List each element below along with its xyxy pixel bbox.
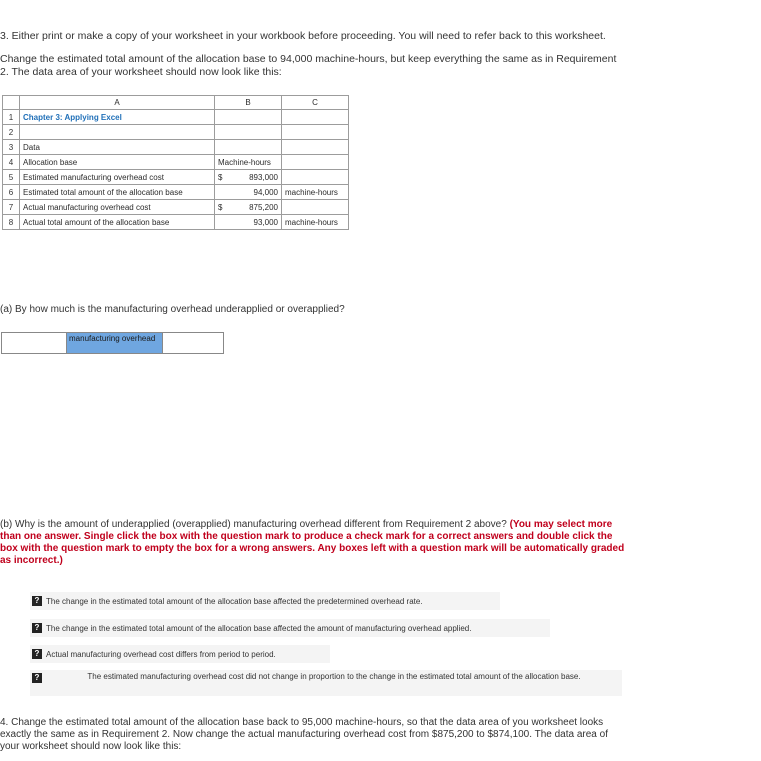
sheet-row <box>3 110 349 125</box>
sheet-row <box>3 125 349 140</box>
cell-c5 <box>282 170 349 185</box>
question-mark-checkbox[interactable]: ? <box>32 623 42 633</box>
sheet-row <box>3 170 349 185</box>
cell-c8: machine-hours <box>282 215 349 230</box>
row-number: 7 <box>3 200 20 215</box>
answer-option-2[interactable] <box>30 619 550 637</box>
column-header-a: A <box>20 96 215 110</box>
row-number: 2 <box>3 125 20 140</box>
option-label: Actual manufacturing overhead cost differs from period to period. <box>46 649 276 659</box>
question-mark-checkbox[interactable]: ? <box>32 673 42 683</box>
cell-b7 <box>215 200 282 215</box>
cell-b5 <box>215 170 282 185</box>
question-mark-checkbox[interactable]: ? <box>32 596 42 606</box>
cell-b6: 94,000 <box>215 185 282 200</box>
corner-cell <box>3 96 20 110</box>
applied-status-dropdown[interactable]: manufacturing overhead <box>67 333 163 353</box>
cell-a8: Actual total amount of the allocation base <box>20 215 215 230</box>
answer-option-4[interactable] <box>30 670 622 696</box>
cell-b5-value: 893,000 <box>249 172 278 182</box>
cell-b2 <box>215 125 282 140</box>
question-a-text: (a) By how much is the manufacturing overhead underapplied or overapplied? <box>0 304 345 315</box>
cell-a6: Estimated total amount of the allocation base <box>20 185 215 200</box>
question-mark-checkbox[interactable]: ? <box>32 649 42 659</box>
answer-blank-cell <box>163 333 223 353</box>
column-header-b: B <box>215 96 282 110</box>
row-number: 8 <box>3 215 20 230</box>
requirement-3-instruction <box>0 30 640 79</box>
question-b-instructions: (You may select more than one answer. Single click the box with the question mark to produce a check mark for a correct answers and double click the box with the question mark to empty the box for a wrong answers. Any boxes left with a question mark will be automatically graded as incorrect.) <box>0 519 625 566</box>
cell-b1 <box>215 110 282 125</box>
row-number: 6 <box>3 185 20 200</box>
req3-line1: 3. Either print or make a copy of your worksheet in your workbook before proceeding. You will need to refer back to this worksheet. <box>0 30 606 42</box>
row-number: 1 <box>3 110 20 125</box>
worksheet-data-area <box>2 95 349 230</box>
dollar-sign: $ <box>218 202 223 212</box>
option-label: The change in the estimated total amount of the allocation base affected the predetermined overhead rate. <box>46 596 423 606</box>
cell-a7: Actual manufacturing overhead cost <box>20 200 215 215</box>
question-b-text: (b) Why is the amount of underapplied (overapplied) manufacturing overhead different from Requirement 2 above? <box>0 519 507 530</box>
option-label: The change in the estimated total amount of the allocation base affected the amount of manufacturing overhead applied. <box>46 623 472 633</box>
row-number: 5 <box>3 170 20 185</box>
cell-a1: Chapter 3: Applying Excel <box>20 110 215 125</box>
cell-a3: Data <box>20 140 215 155</box>
requirement-4-instruction: 4. Change the estimated total amount of the allocation base back to 95,000 machine-hours, so that the data area of you worksheet looks exactly the same as in Requirement 2. Now change the actual manufacturing overhead cost from $875,200 to $874,100. The data area of your worksheet should now look like this: <box>0 717 608 752</box>
cell-c6: machine-hours <box>282 185 349 200</box>
cell-c1 <box>282 110 349 125</box>
sheet-row <box>3 185 349 200</box>
cell-c4 <box>282 155 349 170</box>
column-header-c: C <box>282 96 349 110</box>
cell-a2 <box>20 125 215 140</box>
cell-a5: Estimated manufacturing overhead cost <box>20 170 215 185</box>
req3-line2: Change the estimated total amount of the allocation base to 94,000 machine-hours, but keep everything the same as in Requirement <box>0 53 617 65</box>
sheet-row <box>3 155 349 170</box>
option-label: The estimated manufacturing overhead cost did not change in proportion to the change in the estimated total amount of the allocation base. <box>87 672 581 681</box>
row-number: 4 <box>3 155 20 170</box>
sheet-row <box>3 215 349 230</box>
cell-b8: 93,000 <box>215 215 282 230</box>
question-a-answer-row <box>1 332 224 354</box>
question-b-block <box>0 519 630 567</box>
cell-b3 <box>215 140 282 155</box>
cell-b7-value: 875,200 <box>249 202 278 212</box>
dollar-sign: $ <box>218 172 223 182</box>
sheet-row <box>3 140 349 155</box>
cell-c2 <box>282 125 349 140</box>
overhead-amount-input[interactable] <box>2 333 67 353</box>
req3-line3: 2. The data area of your worksheet should now look like this: <box>0 66 282 78</box>
cell-a4: Allocation base <box>20 155 215 170</box>
cell-c7 <box>282 200 349 215</box>
answer-option-1[interactable] <box>30 592 500 610</box>
cell-c3 <box>282 140 349 155</box>
row-number: 3 <box>3 140 20 155</box>
cell-b4: Machine-hours <box>215 155 282 170</box>
sheet-row <box>3 200 349 215</box>
answer-option-3[interactable] <box>30 645 330 663</box>
